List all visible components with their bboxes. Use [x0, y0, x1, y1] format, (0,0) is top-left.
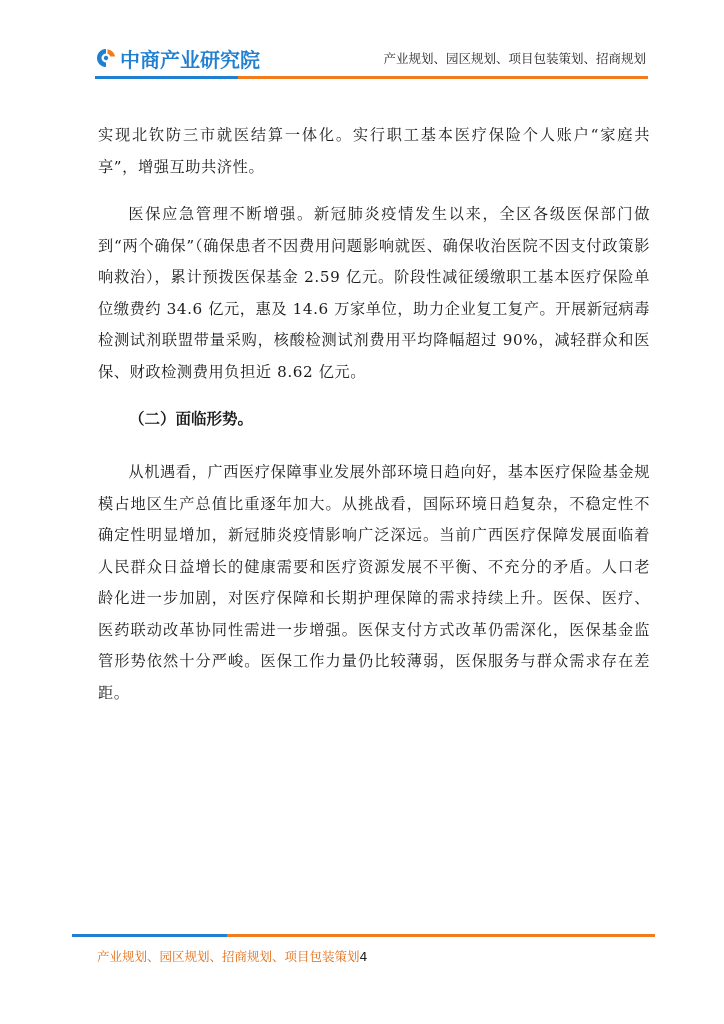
- header-divider-blue: [95, 76, 238, 79]
- logo-text: 中商产业研究院: [120, 47, 260, 72]
- footer-divider-blue: [72, 934, 227, 937]
- footer-slogan-text: 产业规划、园区规划、招商规划、项目包装策划: [97, 949, 360, 964]
- logo-icon: [95, 47, 117, 69]
- company-logo: [95, 44, 260, 72]
- section-heading: （二）面临形势。: [129, 410, 254, 428]
- page-number: 4: [359, 949, 368, 964]
- footer-slogan: [97, 947, 367, 965]
- page-header: [0, 0, 724, 90]
- footer-divider-orange: [227, 934, 655, 937]
- header-slogan: 产业规划、园区规划、项目包装策划、招商规划: [383, 51, 646, 66]
- page-footer: [0, 925, 724, 985]
- body-paragraph-1: 实现北钦防三市就医结算一体化。实行职工基本医疗保险个人账户“家庭共享”，增强互助共济性。: [98, 126, 650, 176]
- section-paragraph: 从机遇看，广西医疗保障事业发展外部环境日趋向好，基本医疗保险基金规模占地区生产总值比重逐年加大。从挑战看，国际环境日趋复杂，不稳定性不确定性明显增加，新冠肺炎疫情影响广泛深远。当前广西医疗保障发展面临着人民群众日益增长的健康需要和医疗资源发展不平衡、不充分的矛盾。人口老龄化进一步加剧，对医疗保障和长期护理保障的需求持续上升。医保、医疗、医药联动改革协同性需进一步增强。医保支付方式改革仍需深化，医保基金监管形势依然十分严峻。医保工作力量仍比较薄弱，医保服务与群众需求存在差距。: [98, 463, 650, 702]
- body-paragraph-2: 医保应急管理不断增强。新冠肺炎疫情发生以来，全区各级医保部门做到“两个确保”（确保患者不因费用问题影响就医、确保收治医院不因支付政策影响救治），累计预拨医保基金 2.59 亿元。阶段性减征缓缴职工基本医疗保险单位缴费约 34.6 亿元，惠及 14.6 万家单位，助力企业复工复产。开展新冠病毒检测试剂联盟带量采购，核酸检测试剂费用平均降幅超过 90%，减轻群众和医保、财政检测费用负担近 8.62 亿元。: [98, 205, 650, 381]
- document-body: [98, 120, 650, 725]
- header-divider-orange: [238, 76, 648, 79]
